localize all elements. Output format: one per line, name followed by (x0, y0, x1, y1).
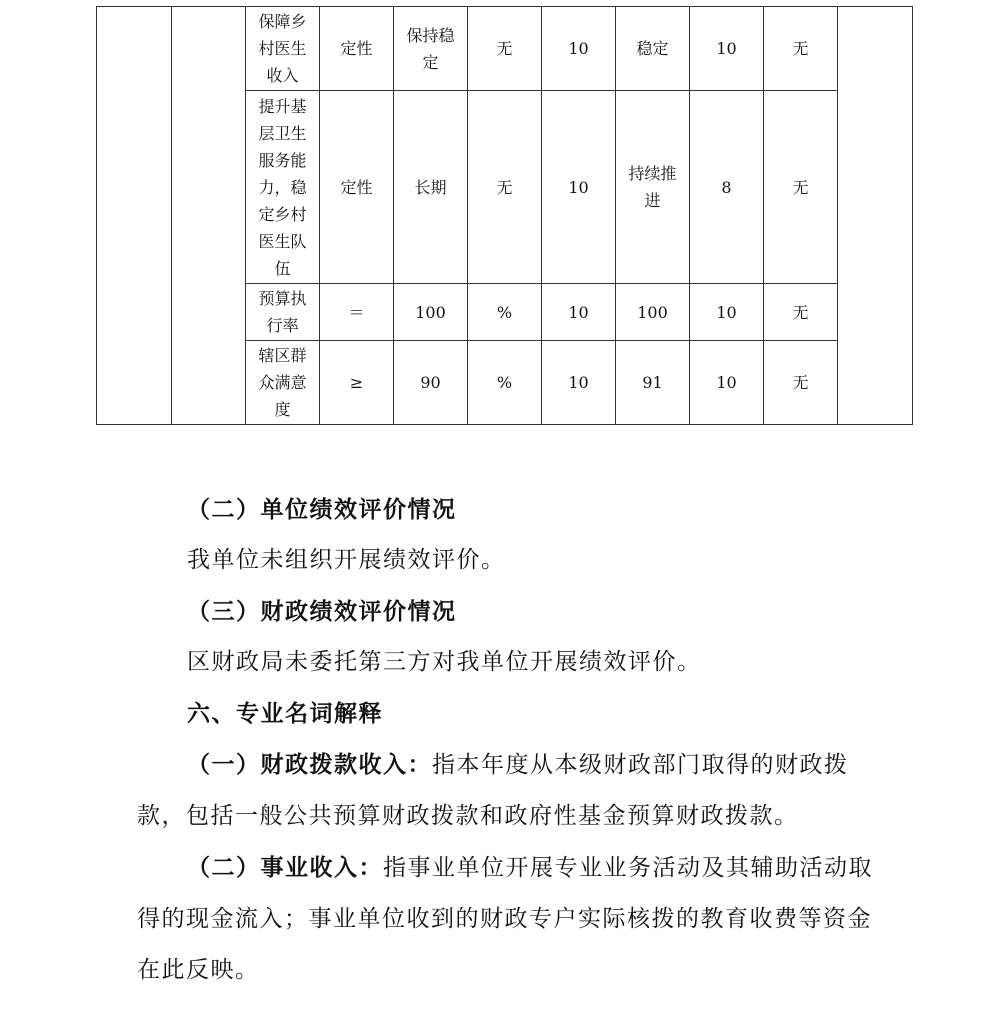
chapter-heading: 六、专业名词解释 (187, 700, 383, 727)
weight-cell: 10 (542, 91, 616, 284)
indicator-name-cell: 辖区群众满意度 (246, 341, 320, 425)
blank-tail-cell (838, 7, 913, 425)
section-heading: （三）财政绩效评价情况 (187, 598, 457, 625)
score-cell: 10 (690, 284, 764, 341)
unit-cell: 无 (468, 7, 542, 91)
performance-indicator-table (96, 6, 913, 425)
term-definition: 指事业单位开展专业业务活动及其辅助活动取得的现金流入；事业单位收到的财政专户实际核拨的教育收费等资金在此反映。 (137, 855, 873, 983)
unit-cell: % (468, 341, 542, 425)
target-value-cell: 100 (394, 284, 468, 341)
target-value-cell: 保持稳定 (394, 7, 468, 91)
blank-subcategory-cell (172, 7, 246, 425)
paragraph: 区财政局未委托第三方对我单位开展绩效评价。 (187, 649, 702, 675)
actual-value-cell: 持续推进 (616, 91, 690, 284)
weight-cell: 10 (542, 284, 616, 341)
paragraph: 我单位未组织开展绩效评价。 (187, 547, 506, 573)
section-heading: （二）单位绩效评价情况 (187, 496, 457, 523)
symbol-cell: ≥ (320, 341, 394, 425)
table-row (97, 7, 913, 91)
indicator-name-cell: 保障乡村医生收入 (246, 7, 320, 91)
reason-cell: 无 (764, 7, 838, 91)
target-value-cell: 长期 (394, 91, 468, 284)
indicator-name-cell: 提升基层卫生服务能力，稳定乡村医生队伍 (246, 91, 320, 284)
symbol-cell: 定性 (320, 7, 394, 91)
symbol-cell: 定性 (320, 91, 394, 284)
term-definition: 指本年度从本级财政部门取得的财政拨款，包括一般公共预算财政拨款和政府性基金预算财政拨款。 (137, 752, 849, 829)
weight-cell: 10 (542, 341, 616, 425)
actual-value-cell: 100 (616, 284, 690, 341)
reason-cell: 无 (764, 91, 838, 284)
term-label: （一）财政拨款收入： (187, 751, 432, 778)
reason-cell: 无 (764, 284, 838, 341)
glossary-term-paragraph (0, 739, 1000, 842)
actual-value-cell: 91 (616, 341, 690, 425)
indicator-name-cell: 预算执行率 (246, 284, 320, 341)
weight-cell: 10 (542, 7, 616, 91)
actual-value-cell: 稳定 (616, 7, 690, 91)
glossary-term-paragraph (0, 842, 1000, 996)
score-cell: 10 (690, 341, 764, 425)
unit-cell: 无 (468, 91, 542, 284)
score-cell: 8 (690, 91, 764, 284)
term-label: （二）事业收入： (187, 854, 383, 881)
document-body (0, 484, 1000, 996)
target-value-cell: 90 (394, 341, 468, 425)
symbol-cell: ＝ (320, 284, 394, 341)
reason-cell: 无 (764, 341, 838, 425)
score-cell: 10 (690, 7, 764, 91)
blank-category-cell (97, 7, 172, 425)
unit-cell: % (468, 284, 542, 341)
